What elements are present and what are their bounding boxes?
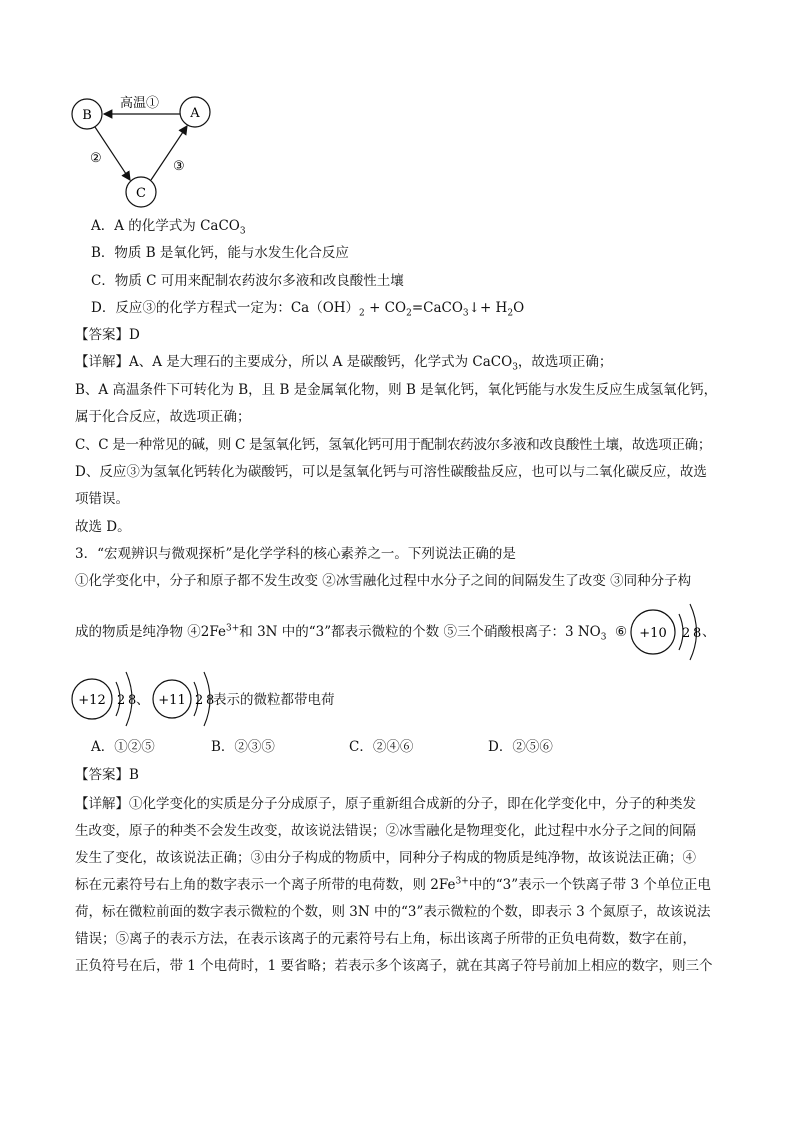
q3-detail-line: 标在元素符号右上角的数字表示一个离子所带的电荷数，则 $2Fe^{3+}$中的“3”表示一个铁离子带 3 个单位正电 (75, 876, 711, 893)
q2-detail-line: D、反应③为氢氧化钙转化为碳酸钙，可以是氢氧化钙与可溶性碳酸盐反应，也可以与二氧化碳反应，故选 (75, 464, 707, 480)
q3-item-6-label: ⑥ (615, 624, 628, 640)
q3-statement-line-2: 成的物质是纯净物 $④2Fe^{3+}$和 3N 中的“3”都表示微粒的个数 ⑤三个硝酸根离子：3 $NO_3$ (75, 623, 607, 643)
q2-answer: 【答案】D (75, 327, 140, 343)
q2-option-a: A．A 的化学式为 CaCO$_3$ (91, 218, 246, 237)
node-c-label: C (136, 186, 146, 201)
q2-detail-line: 属于化合反应，故选项正确； (75, 409, 251, 425)
node-a-label: A (190, 106, 200, 121)
q3-statement-tail: 表示的微粒都带电荷 (213, 692, 335, 708)
shell-electrons: 2 (117, 693, 126, 708)
q2-detail-line: 故选 D。 (75, 519, 131, 535)
node-b-label: B (82, 108, 92, 123)
q3-detail-line: 错误；⑤离子的表示方法，在表示该离子的元素符号右上角，标出该离子所带的正负电荷数，数字在前， (75, 931, 696, 947)
q3-detail-line: 生改变，原子的种类不会发生改变，故该说法错误；②冰雪融化是物理变化，此过程中水分子之间的间隔 (75, 823, 696, 839)
reaction-cycle-diagram (60, 88, 220, 213)
nucleus-charge: +12 (78, 693, 106, 708)
shell-electrons: 8 (128, 693, 137, 708)
q3-option-b: B．②③⑤ (211, 739, 275, 755)
nucleus-charge: +11 (158, 693, 186, 708)
q3-option-d: D．②⑤⑥ (488, 739, 553, 755)
q2-detail-line: C、C 是一种常见的碱，则 C 是氢氧化钙，氢氧化钙可用于配制农药波尔多液和改良酸性土壤，故选项正确； (75, 437, 712, 453)
q3-option-c: C．②④⑥ (349, 739, 414, 755)
q3-stem: 3．“宏观辨识与微观探析”是化学学科的核心素养之一。下列说法正确的是 (75, 546, 516, 562)
q3-statement-line-1: ①化学变化中，分子和原子都不发生改变 ②冰雪融化过程中水分子之间的间隔发生了改变 ③同种分子构 (75, 573, 692, 589)
q3-detail-line: 荷，标在微粒前面的数字表示微粒的个数，则 3N 中的“3”表示微粒的个数，即表示 3 个氮原子，故该说法 (75, 904, 711, 920)
nucleus-charge: +10 (639, 626, 667, 641)
shell-electrons: 2 (195, 693, 204, 708)
q2-option-d: D．反应③的化学方程式一定为：$Ca(OH)_2$ + $CO_2=CaCO_3↓+ H_2O$ (91, 300, 525, 319)
q3-answer: 【答案】B (75, 767, 139, 783)
separator: 、 (136, 692, 150, 708)
q3-detail-line: 【详解】①化学变化的实质是分子分成原子，原子重新组合成新的分子，即在化学变化中，分子的种类发 (75, 796, 696, 812)
q2-option-b: B．物质 B 是氧化钙，能与水发生化合反应 (91, 245, 349, 261)
q2-detail-line: B、A 高温条件下可转化为 B，且 B 是金属氧化物，则 B 是氧化钙，氧化钙能与水发生反应生成氢氧化钙， (75, 382, 718, 398)
q2-detail-line: 项错误。 (75, 491, 129, 507)
arrow-3-label: ③ (173, 159, 185, 174)
q2-option-c: C．物质 C 可用来配制农药波尔多液和改良酸性土壤 (91, 273, 404, 289)
separator: 、 (702, 624, 716, 640)
shell-electrons: 2 (682, 626, 691, 641)
arrow-1-label: 高温① (120, 96, 160, 111)
q3-option-a: A．①②⑤ (91, 739, 155, 755)
q3-detail-line: 发生了变化，故该说法正确；③由分子构成的物质中，同种分子构成的物质是纯净物，故该说法正确；④ (75, 850, 696, 866)
shell-electrons: 8 (693, 626, 702, 641)
q2-detail-line: 【详解】A、A 是大理石的主要成分，所以 A 是碳酸钙，化学式为 CaCO$_3$，故选项正确； (75, 354, 613, 373)
shell-electrons: 8 (206, 693, 215, 708)
q3-detail-line: 正负符号在后，带 1 个电荷时，1 要省略；若表示多个该离子，就在其离子符号前加上相应的数字，则三个 (75, 958, 713, 974)
arrow-2-label: ② (90, 151, 102, 166)
